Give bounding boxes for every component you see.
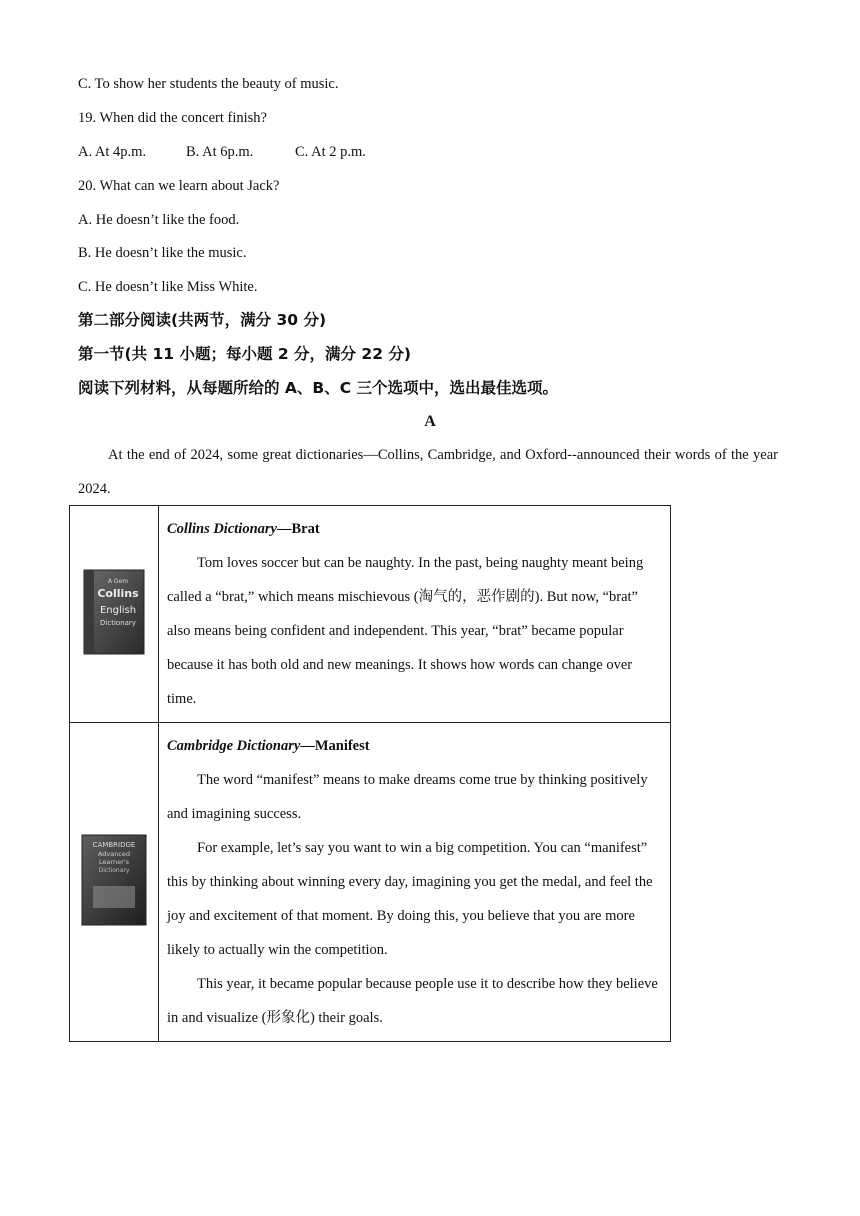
cambridge-entry-title: Cambridge Dictionary—Manifest [167, 738, 370, 754]
q20-question: 20. What can we learn about Jack? [78, 178, 280, 194]
part2-heading: 第二部分阅读(共两节，满分 30 分) [78, 311, 327, 329]
q20-option-b: B. He doesn’t like the music. [78, 245, 247, 261]
collins-entry-text: Tom loves soccer but can be naughty. In the past, being naughty meant being called a “brat,” which means mischievous (淘气的，恶作剧的). But now, “brat” also means being confident and independent. This year, “brat” became popular because it has both old and new meanings. It shows how words can change over time. [167, 555, 644, 707]
passage-label: A [424, 413, 436, 430]
q19-option-b: B. At 6p.m. [186, 144, 254, 160]
q19-option-c: C. At 2 p.m. [295, 144, 366, 160]
q18-option-c: C. To show her students the beauty of music. [78, 76, 339, 92]
svg-text:English: English [99, 604, 137, 616]
table-row [70, 506, 671, 723]
cambridge-entry-text-3: This year, it became popular because people use it to describe how they believe in and visualize (形象化) their goals. [167, 976, 658, 1026]
collins-entry-title: Collins Dictionary—Brat [167, 521, 320, 537]
cambridge-book-image [81, 834, 147, 926]
collins-cover-title: Collins [97, 586, 139, 600]
q19-option-a: A. At 4p.m. [78, 144, 147, 160]
svg-text:Advanced: Advanced [97, 849, 131, 858]
reading-instruction: 阅读下列材料，从每题所给的 A、B、C 三个选项中，选出最佳选项。 [78, 379, 558, 397]
passage-intro: At the end of 2024, some great dictionaries—Collins, Cambridge, and Oxford--announced their words of the year 2024. [78, 447, 778, 497]
cambridge-cover-title: CAMBRIDGE [92, 840, 136, 849]
section1-heading: 第一节(共 11 小题；每小题 2 分，满分 22 分) [78, 345, 411, 363]
svg-text:A Gem: A Gem [107, 577, 129, 585]
collins-book-image [83, 569, 145, 655]
cambridge-entry-text-2: For example, let’s say you want to win a big competition. You can “manifest” this by thinking about winning every day, imagining you get the medal, and feel the joy and excitement of that moment. By doing this, you believe that you are more likely to actually win the competition. [167, 840, 653, 958]
svg-text:Learner's: Learner's [98, 857, 130, 866]
q19-question: 19. When did the concert finish? [78, 110, 267, 126]
svg-text:Dictionary: Dictionary [98, 866, 130, 874]
cambridge-entry [159, 723, 671, 1042]
q20-option-a: A. He doesn’t like the food. [78, 212, 240, 228]
table-row [70, 723, 671, 1042]
cambridge-image-cell [70, 723, 159, 1042]
dictionary-table [69, 505, 671, 1042]
q20-option-c: C. He doesn’t like Miss White. [78, 279, 258, 295]
collins-image-cell [70, 506, 159, 723]
q19-options [78, 142, 366, 162]
svg-text:Dictionary: Dictionary [100, 618, 136, 627]
collins-entry [159, 506, 671, 723]
cambridge-entry-text-1: The word “manifest” means to make dreams come true by thinking positively and imagining success. [167, 772, 648, 822]
